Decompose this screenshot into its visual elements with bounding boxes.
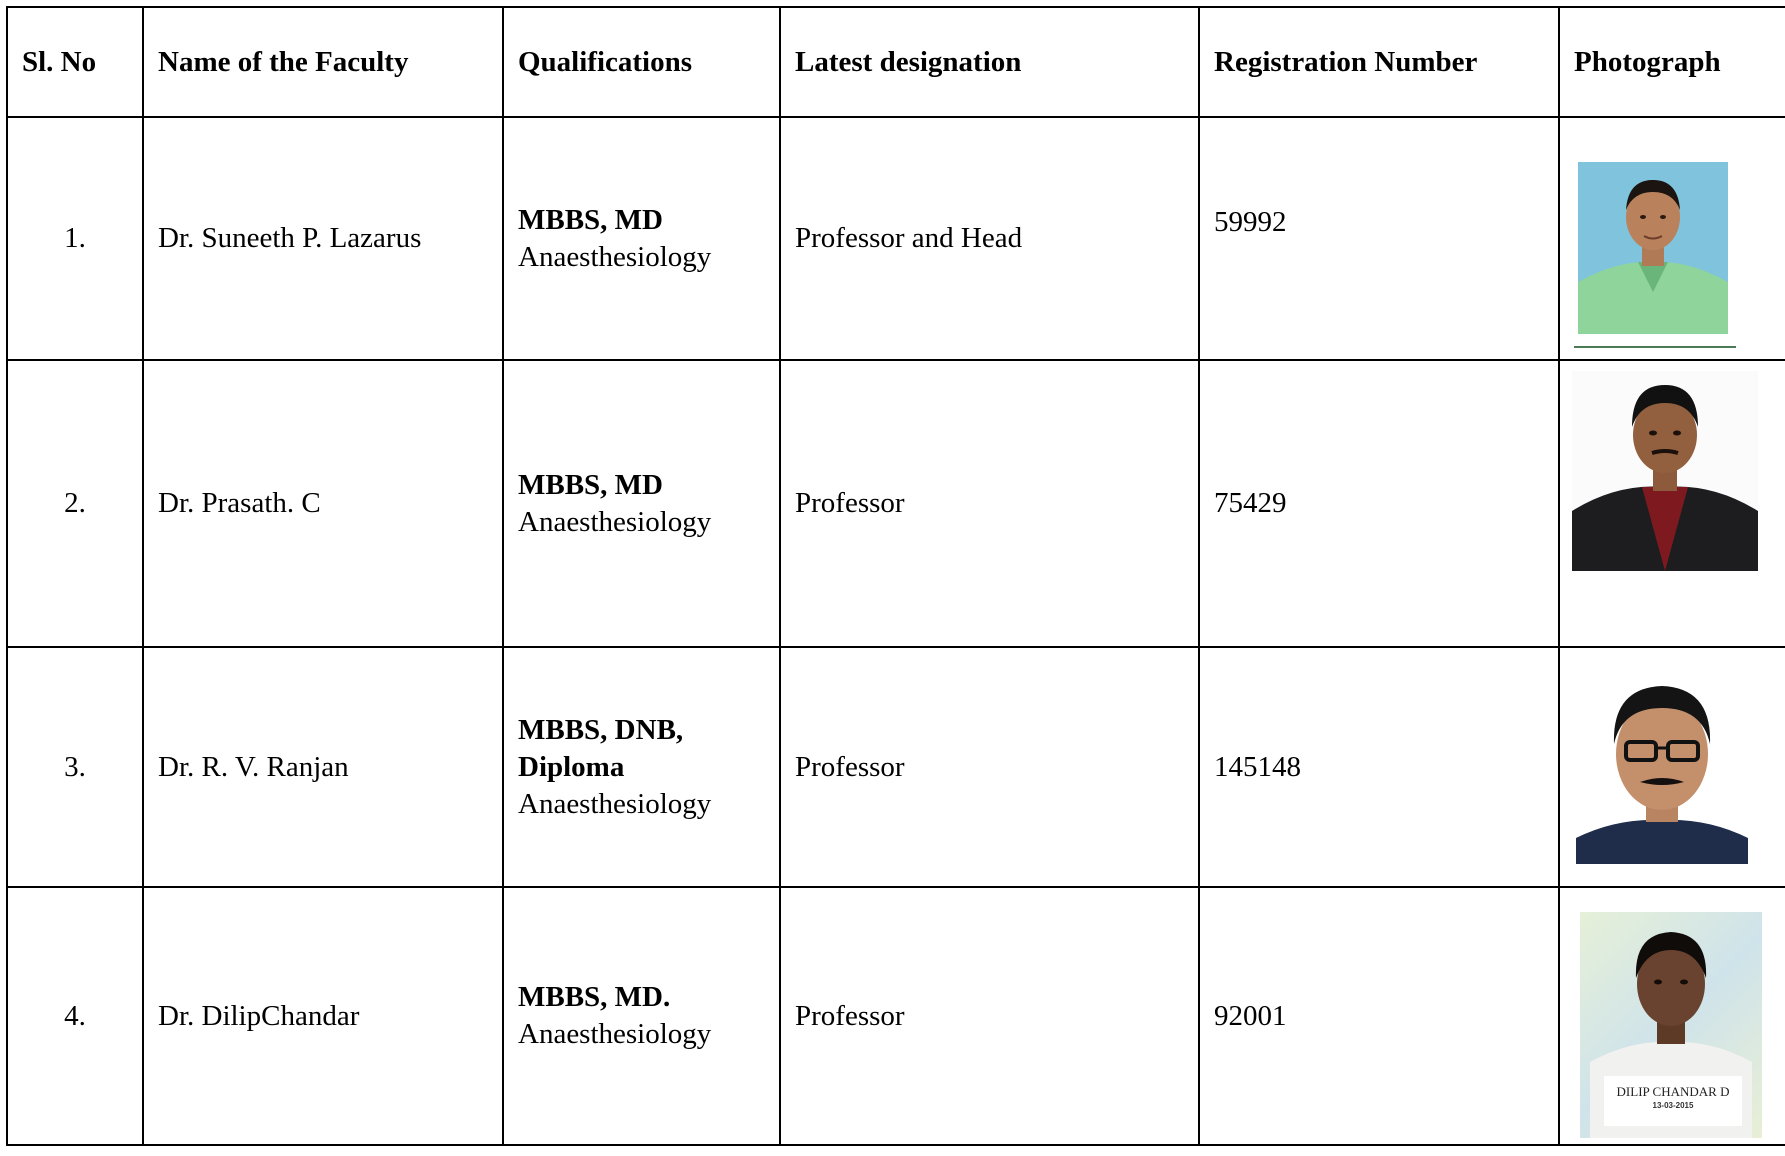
cell-registration: 145148 bbox=[1199, 647, 1559, 887]
faculty-photo bbox=[1576, 668, 1748, 864]
header-sl-no: Sl. No bbox=[7, 7, 143, 117]
name-placard bbox=[1604, 1076, 1742, 1126]
cell-sl-no: 2. bbox=[7, 360, 143, 647]
cell-name: Dr. DilipChandar bbox=[143, 887, 503, 1145]
cell-photograph bbox=[1559, 117, 1785, 360]
faculty-photo bbox=[1578, 162, 1728, 334]
cell-designation: Professor bbox=[780, 360, 1199, 647]
table-row bbox=[7, 887, 1785, 1145]
table-row bbox=[7, 360, 1785, 647]
cell-name: Dr. R. V. Ranjan bbox=[143, 647, 503, 887]
cell-qualifications bbox=[503, 360, 780, 647]
cell-qualifications bbox=[503, 117, 780, 360]
qualification-specialty: Anaesthesiology bbox=[518, 787, 712, 820]
cell-sl-no: 1. bbox=[7, 117, 143, 360]
header-designation: Latest designation bbox=[780, 7, 1199, 117]
qualification-specialty: Anaesthesiology bbox=[518, 240, 712, 273]
cell-name: Dr. Suneeth P. Lazarus bbox=[143, 117, 503, 360]
cell-name: Dr. Prasath. C bbox=[143, 360, 503, 647]
cell-designation: Professor and Head bbox=[780, 117, 1199, 360]
cell-registration: 92001 bbox=[1199, 887, 1559, 1145]
table-header-row bbox=[7, 7, 1785, 117]
qualification-degree: MBBS, MD bbox=[518, 468, 663, 501]
cell-photograph bbox=[1559, 647, 1785, 887]
cell-sl-no: 3. bbox=[7, 647, 143, 887]
cell-designation: Professor bbox=[780, 647, 1199, 887]
table-row bbox=[7, 647, 1785, 887]
faculty-photo bbox=[1572, 371, 1758, 571]
placard-date: 13-03-2015 bbox=[1652, 1101, 1694, 1110]
cell-photograph bbox=[1559, 360, 1785, 647]
placard-name: DILIP CHANDAR D bbox=[1616, 1084, 1730, 1099]
cell-registration: 75429 bbox=[1199, 360, 1559, 647]
qualification-specialty: Anaesthesiology bbox=[518, 1018, 712, 1050]
cell-qualifications bbox=[503, 887, 780, 1145]
cell-designation: Professor bbox=[780, 887, 1199, 1145]
header-name: Name of the Faculty bbox=[143, 7, 503, 117]
table-row bbox=[7, 117, 1785, 360]
portrait-image bbox=[1572, 371, 1758, 571]
header-qualifications: Qualifications bbox=[503, 7, 780, 117]
header-registration: Registration Number bbox=[1199, 7, 1559, 117]
cell-photograph bbox=[1559, 887, 1785, 1145]
faculty-photo bbox=[1580, 912, 1762, 1138]
cell-registration: 59992 bbox=[1199, 117, 1559, 360]
qualification-degree: MBBS, DNB, Diploma bbox=[518, 713, 684, 783]
qualification-degree: MBBS, MD. bbox=[518, 981, 671, 1013]
faculty-table bbox=[6, 6, 1785, 1146]
portrait-image bbox=[1578, 162, 1728, 334]
portrait-image bbox=[1576, 668, 1748, 864]
photo-border-line bbox=[1574, 346, 1736, 348]
header-photograph: Photograph bbox=[1559, 7, 1785, 117]
cell-qualifications bbox=[503, 647, 780, 887]
qualification-degree: MBBS, MD bbox=[518, 203, 663, 236]
qualification-specialty: Anaesthesiology bbox=[518, 505, 712, 538]
cell-sl-no: 4. bbox=[7, 887, 143, 1145]
